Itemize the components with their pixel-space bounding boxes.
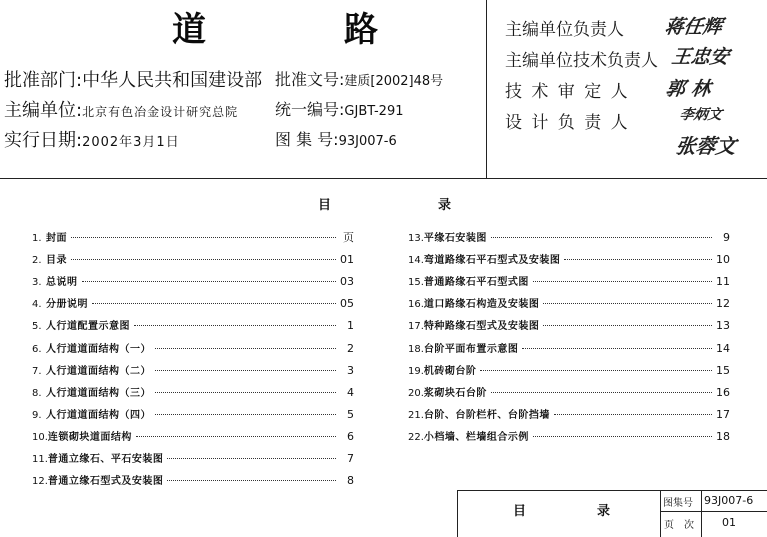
- toc-entry-page: 5: [347, 407, 354, 421]
- toc-entry: [408, 408, 730, 422]
- titleblock-atlas-label: 图集号: [663, 498, 693, 509]
- toc-entry: [32, 386, 354, 400]
- toc-entry-page: 1: [347, 319, 354, 333]
- toc-entry-leader: [134, 325, 336, 326]
- role-reviewer: 技 术 审 定 人: [505, 82, 630, 102]
- signature-divider: [486, 0, 487, 178]
- toc-entry-page: 9: [723, 231, 730, 244]
- toc-entry-title: 普通立缘石、平石安装图: [47, 454, 164, 465]
- toc-entry-leader: [491, 392, 712, 393]
- atlas-no: [275, 127, 397, 150]
- toc-entry-title: 人行道道面结构（三）: [46, 387, 151, 399]
- toc-entry-page: 05: [340, 297, 354, 311]
- page-title: 道 路: [172, 10, 430, 50]
- toc-entry-title: 小档墙、栏墙组合示例: [423, 431, 529, 443]
- toc-entry-title: 台阶、台阶栏杆、台阶挡墙: [423, 409, 550, 421]
- toc-entry-number: 2.: [32, 255, 42, 267]
- toc-entry-leader: [155, 348, 336, 349]
- toc-entry-page: 01: [340, 253, 354, 267]
- toc-entry-number: 22.: [408, 431, 424, 443]
- toc-entry-page: 14: [716, 341, 730, 355]
- toc-entry-leader: [554, 414, 712, 415]
- toc-entry-leader: [167, 480, 336, 481]
- toc-entry: [32, 231, 354, 245]
- toc-entry: [408, 319, 730, 333]
- signature-extra: 张蓉文: [674, 134, 738, 158]
- toc-heading-right: 录: [438, 198, 452, 213]
- toc-entry-page: 16: [716, 385, 730, 399]
- toc-entry-number: 7.: [32, 365, 42, 377]
- titleblock-name-right: 录: [597, 504, 611, 519]
- toc-entry-number: 10.: [32, 431, 48, 443]
- atlas-no-value: 93J007-6: [338, 134, 397, 149]
- titleblock-atlas-value: 93J007-6: [704, 494, 754, 507]
- toc-entry-leader: [533, 436, 712, 437]
- toc-entry-number: 15.: [408, 277, 424, 289]
- toc-entry: [408, 364, 730, 378]
- toc-entry-number: 8.: [32, 387, 42, 399]
- toc-entry-page: 13: [716, 319, 730, 333]
- toc-entry-page: 4: [347, 385, 354, 399]
- toc-entry-leader: [480, 370, 712, 371]
- toc-entry-title: 机砖砌台阶: [423, 365, 477, 377]
- toc-entry-number: 4.: [32, 299, 42, 311]
- signature-tech-director: 王忠安: [670, 46, 731, 68]
- toc-entry-leader: [543, 325, 712, 326]
- toc-entry: [32, 319, 354, 333]
- toc-entry-page: 6: [347, 429, 354, 443]
- toc-entry-page: 17: [716, 407, 730, 421]
- toc-entry-page: 3: [347, 363, 354, 377]
- toc-entry: [408, 342, 730, 356]
- toc-entry: [32, 364, 354, 378]
- toc-entry-title: 连锁砌块道面结构: [47, 431, 132, 443]
- editor-unit: [4, 96, 238, 122]
- toc-entry-number: 14.: [408, 255, 424, 267]
- toc-entry: [32, 275, 354, 289]
- toc-entry: [408, 386, 730, 400]
- header-divider: [0, 178, 767, 179]
- toc-entry-title: 封面: [46, 233, 67, 244]
- signature-reviewer: 郭 林: [664, 78, 712, 100]
- toc-entry: [408, 297, 730, 311]
- toc-entry-leader: [71, 259, 336, 260]
- toc-entry-leader: [491, 237, 712, 238]
- approval-no-value: 建质[2002]48号: [344, 74, 444, 89]
- effective-date-label: 实行日期:: [4, 130, 83, 151]
- unified-no-label: 统一编号:: [275, 100, 345, 119]
- toc-entry: [32, 474, 354, 488]
- toc-entry-number: 19.: [408, 365, 424, 377]
- toc-entry-page: 03: [340, 275, 354, 289]
- toc-entry-number: 6.: [32, 343, 42, 355]
- toc-entry: [408, 253, 730, 267]
- toc-entry-leader: [522, 348, 712, 349]
- toc-entry-title: 总说明: [46, 277, 78, 289]
- toc-entry-page: 10: [716, 253, 730, 267]
- toc-entry-page: 7: [347, 452, 354, 465]
- toc-entry-number: 12.: [32, 476, 48, 488]
- toc-entry: [32, 253, 354, 267]
- toc-entry-leader: [155, 370, 336, 371]
- toc-entry-leader: [155, 392, 336, 393]
- toc-entry: [32, 430, 354, 444]
- toc-entry-title: 台阶平面布置示意图: [423, 343, 519, 355]
- toc-entry-title: 普通路缘石平石型式图: [423, 277, 529, 289]
- titleblock-top-border: [457, 490, 767, 491]
- titleblock-divider-1: [660, 490, 661, 537]
- toc-entry-title: 人行道配置示意图: [46, 321, 130, 333]
- toc-entry-page: 页: [343, 231, 354, 244]
- toc-entry-leader: [167, 458, 336, 459]
- toc-entry-number: 9.: [32, 409, 42, 421]
- toc-entry-page: 12: [716, 297, 730, 311]
- unified-no-value: GJBT-291: [344, 104, 404, 119]
- toc-entry-leader: [564, 259, 712, 260]
- atlas-no-label: 图 集 号:: [275, 130, 339, 149]
- signature-designer: 李炳文: [678, 107, 723, 123]
- toc-entry-number: 17.: [408, 321, 424, 333]
- toc-entry-leader: [92, 303, 336, 304]
- toc-heading-left: 目: [318, 198, 332, 213]
- signature-chief-editor: 蒋任辉: [663, 16, 724, 38]
- effective-date-value: 2002年3月1日: [82, 135, 180, 150]
- role-designer: 设 计 负 责 人: [505, 113, 630, 133]
- role-chief-editor: 主编单位负责人: [505, 20, 624, 40]
- toc-entry-number: 11.: [32, 454, 48, 465]
- toc-entry-page: 15: [716, 363, 730, 377]
- titleblock-divider-2: [701, 490, 702, 537]
- toc-entry-number: 1.: [32, 233, 42, 244]
- toc-entry-leader: [136, 436, 336, 437]
- toc-entry-title: 人行道道面结构（四）: [46, 409, 151, 421]
- toc-entry-title: 普通立缘石型式及安装图: [47, 476, 164, 488]
- editor-unit-label: 主编单位:: [4, 100, 83, 121]
- toc-entry-title: 分册说明: [46, 299, 88, 311]
- toc-entry-number: 16.: [408, 299, 424, 311]
- toc-entry-leader: [543, 303, 712, 304]
- toc-entry-page: 2: [347, 341, 354, 355]
- titleblock-name-left: 目: [513, 504, 527, 519]
- role-tech-director: 主编单位技术负责人: [505, 51, 658, 71]
- toc-entry-title: 目录: [46, 255, 67, 267]
- editor-unit-value: 北京有色冶金设计研究总院: [82, 105, 239, 119]
- effective-date: [4, 126, 180, 152]
- approving-dept-label: 批准部门:: [4, 70, 83, 91]
- approving-dept: [4, 66, 262, 92]
- toc-entry-title: 道口路缘石构造及安装图: [423, 299, 540, 311]
- toc-entry: [408, 430, 730, 444]
- toc-entry: [408, 231, 730, 245]
- toc-entry: [408, 275, 730, 289]
- toc-entry-page: 8: [347, 474, 354, 488]
- toc-entry: [32, 297, 354, 311]
- toc-entry-number: 3.: [32, 277, 42, 289]
- toc-entry: [32, 342, 354, 356]
- toc-entry-title: 人行道道面结构（一）: [46, 343, 151, 355]
- titleblock-page-value: 01: [722, 516, 736, 529]
- toc-entry-title: 浆砌块石台阶: [423, 387, 487, 399]
- toc-entry-number: 20.: [408, 387, 424, 399]
- approval-no-label: 批准文号:: [275, 70, 345, 89]
- toc-entry-number: 18.: [408, 343, 424, 355]
- toc-entry-number: 21.: [408, 409, 424, 421]
- toc-entry-title: 特种路缘石型式及安装图: [423, 321, 540, 333]
- toc-entry-page: 11: [716, 275, 730, 289]
- toc-entry-title: 弯道路缘石平石型式及安装图: [423, 255, 561, 267]
- toc-entry: [32, 452, 354, 466]
- unified-no: [275, 97, 403, 120]
- approval-no: [275, 67, 443, 90]
- toc-entry-page: 18: [716, 429, 730, 443]
- toc-entry: [32, 408, 354, 422]
- toc-entry-leader: [82, 281, 337, 282]
- toc-entry-leader: [71, 237, 336, 238]
- toc-entry-number: 13.: [408, 233, 424, 244]
- titleblock-row-divider: [660, 511, 767, 512]
- toc-entry-leader: [155, 414, 336, 415]
- toc-entry-title: 人行道道面结构（二）: [46, 365, 151, 377]
- titleblock-page-label: 页 次: [664, 520, 694, 531]
- approving-dept-value: 中华人民共和国建设部: [82, 70, 263, 91]
- toc-entry-title: 平缘石安装图: [423, 233, 487, 244]
- toc-entry-leader: [533, 281, 712, 282]
- toc-entry-number: 5.: [32, 321, 42, 333]
- titleblock-left-border: [457, 490, 458, 537]
